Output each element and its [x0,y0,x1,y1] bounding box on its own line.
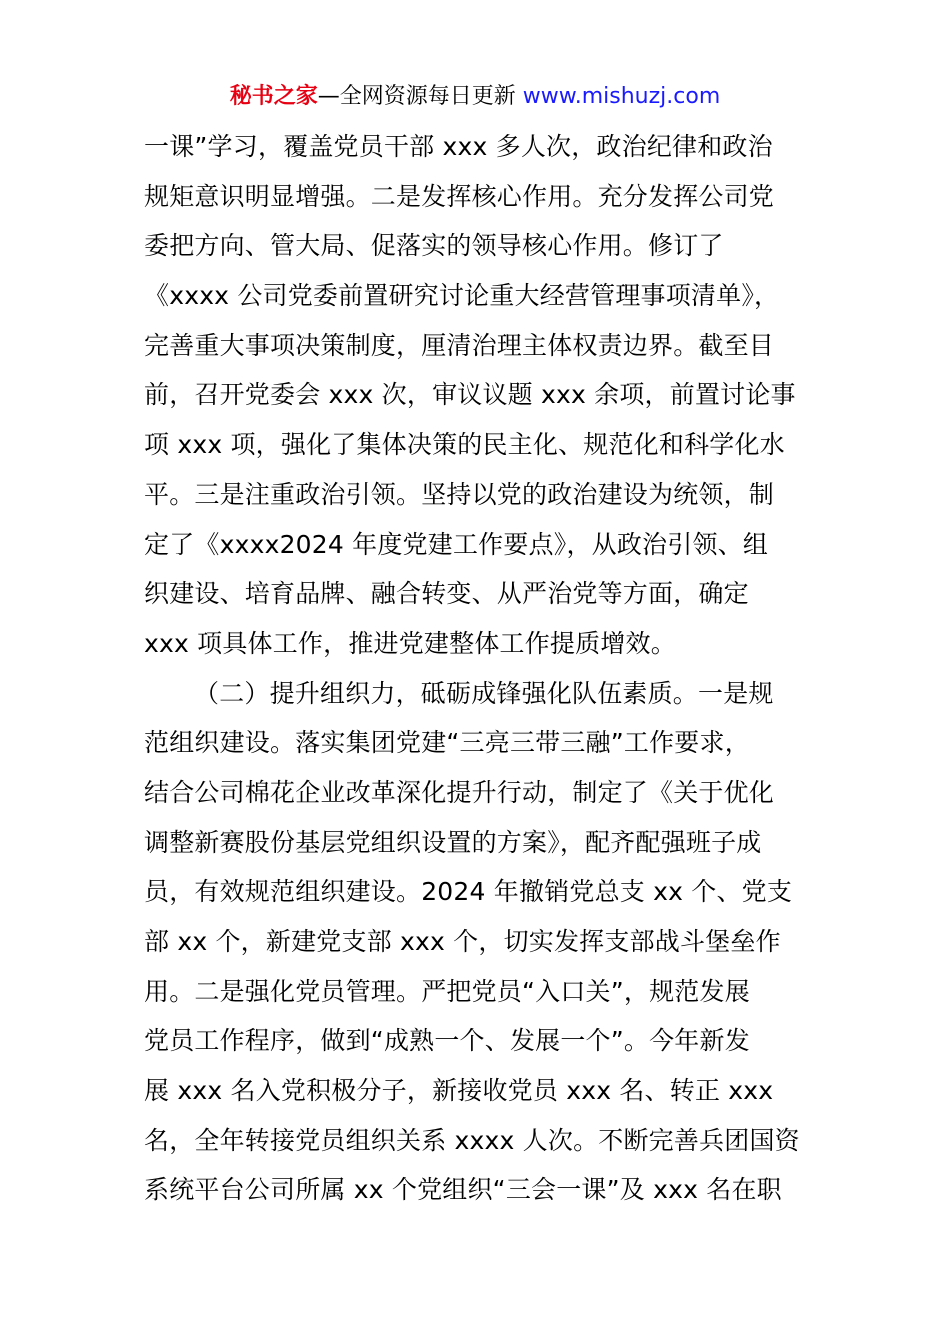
text-line: 系统平台公司所属 xx 个党组织“三会一课”及 xxx 名在职 [144,1175,782,1205]
text-line: 范组织建设。落实集团党建“三亮三带三融”工作要求， [144,728,750,758]
text-line: xxx 项具体工作，推进党建整体工作提质增效。 [144,628,676,658]
text-line: 前，召开党委会 xxx 次，审议议题 xxx 余项，前置讨论事 [144,380,796,410]
text-line: 规矩意识明显增强。二是发挥核心作用。充分发挥公司党 [144,181,775,211]
text-line: 织建设、培育品牌、融合转变、从严治党等方面，确定 [144,579,749,609]
text-line: 用。二是强化党员管理。严把党员“入口关”，规范发展 [144,976,750,1006]
text-line: 展 xxx 名入党积极分子，新接收党员 xxx 名、转正 xxx [144,1076,774,1106]
text-line: 调整新赛股份基层党组织设置的方案》，配齐配强班子成 [144,827,762,857]
site-header [0,82,950,112]
text-line: 定了《xxxx2024 年度党建工作要点》，从政治引领、组 [144,529,769,559]
text-line: 结合公司棉花企业改革深化提升行动，制定了《关于优化 [144,777,775,807]
text-line: 委把方向、管大局、促落实的领导核心作用。修订了 [144,231,724,261]
site-url-link[interactable]: www.mishuzj.com [522,84,721,109]
document-body [144,122,824,1215]
site-brand: 秘书之家 [229,84,318,109]
text-line: 党员工作程序，做到“成熟一个、发展一个”。今年新发 [144,1026,750,1056]
text-line: 名，全年转接党员组织关系 xxxx 人次。不断完善兵团国资 [144,1125,800,1155]
text-line: 项 xxx 项，强化了集体决策的民主化、规范化和科学化水 [144,430,785,460]
text-line: 《xxxx 公司党委前置研究讨论重大经营管理事项清单》， [144,281,780,311]
text-line: 员，有效规范组织建设。2024 年撤销党总支 xx 个、党支 [144,877,793,907]
site-tagline: —全网资源每日更新 [317,84,523,109]
section-heading-line: （二）提升组织力，砥砺成锋强化队伍素质。一是规 [194,678,774,708]
text-line: 部 xx 个，新建党支部 xxx 个，切实发挥支部战斗堡垒作 [144,927,781,956]
text-line: 一课”学习，覆盖党员干部 xxx 多人次，政治纪律和政治 [144,132,773,161]
text-line: 平。三是注重政治引领。坚持以党的政治建设为统领，制 [144,479,775,509]
text-line: 完善重大事项决策制度，厘清治理主体权责边界。截至目 [144,330,775,360]
